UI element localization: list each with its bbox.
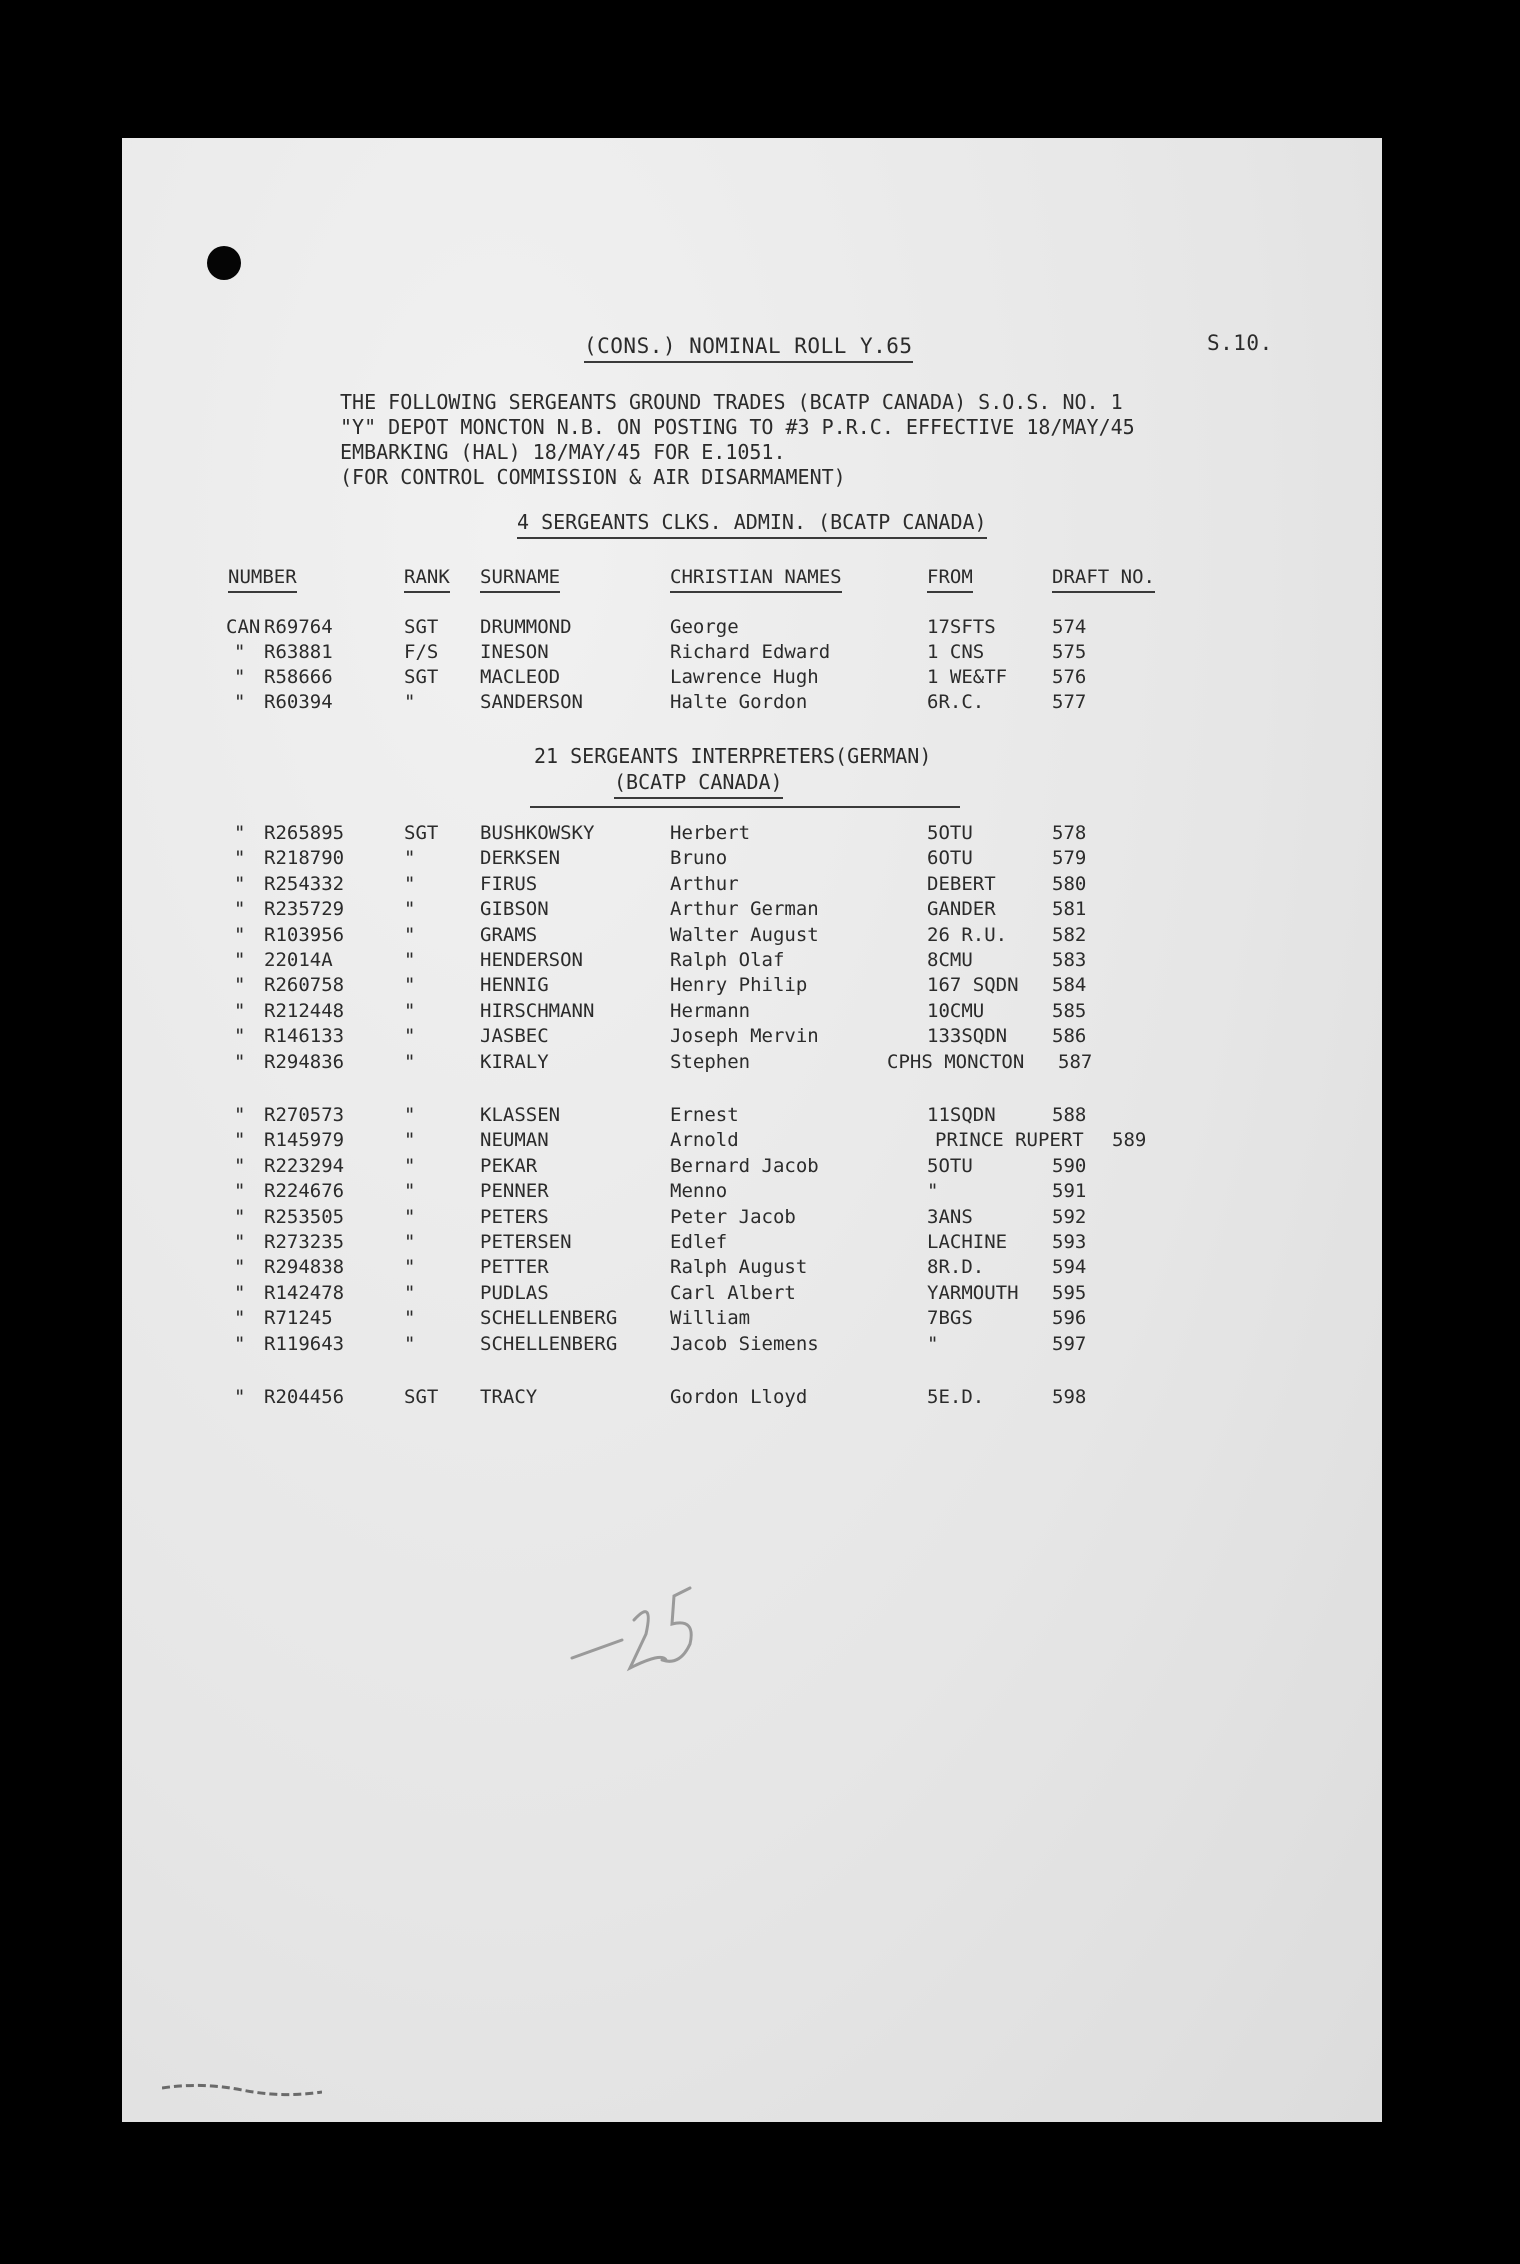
roll-number: R63881 [264,641,333,663]
section-divider [530,806,960,808]
roll-names: Arthur [670,872,739,895]
roll-from: GANDER [927,898,996,921]
roll-from: " [927,1180,939,1203]
roll-surname: MACLEOD [480,666,561,688]
roll-ditto: " [234,923,246,946]
document-page [122,138,1382,2122]
roll-draft: 589 [1112,1129,1147,1152]
roll-surname: SANDERSON [480,691,583,713]
roll-from: 11SQDN [927,1104,996,1126]
roll-draft: 578 [1052,822,1087,844]
roll-from: 7BGS [927,1307,973,1330]
roll-draft: 584 [1052,974,1087,997]
roll-number: R223294 [264,1154,345,1177]
roll-names: Ralph August [670,1256,808,1279]
roll-ditto: " [234,691,246,713]
roll-names: Edlef [670,1231,728,1253]
roll-number: R69764 [264,616,333,638]
column-header-draft-no: DRAFT NO. [1052,566,1155,593]
roll-rank: " [404,1205,416,1228]
roll-surname: DERKSEN [480,847,561,870]
roll-number: R260758 [264,974,345,997]
handwritten-note-text: -25 [562,1548,564,1549]
roll-from: 26 R.U. [927,923,1008,946]
roll-ditto: " [234,1180,246,1203]
intro-line-3: EMBARKING (HAL) 18/MAY/45 FOR E.1051. [340,440,786,464]
roll-draft: 576 [1052,666,1087,688]
column-header-from: FROM [927,566,973,593]
roll-ditto: " [234,898,246,921]
roll-from: 133SQDN [927,1025,1008,1048]
roll-surname: JASBEC [480,1025,549,1048]
roll-names: Ernest [670,1104,739,1126]
roll-surname: NEUMAN [480,1129,549,1152]
roll-draft: 595 [1052,1281,1087,1304]
roll-draft: 596 [1052,1307,1087,1330]
intro-line-1: THE FOLLOWING SERGEANTS GROUND TRADES (BCATP CANADA) S.O.S. NO. 1 [340,390,1123,414]
roll-draft: 585 [1052,999,1087,1022]
roll-surname: PETTER [480,1256,549,1279]
column-header-surname: SURNAME [480,566,560,593]
roll-surname: FIRUS [480,872,538,895]
section-subtitle-interpreters: (BCATP CANADA) [614,770,783,799]
roll-number: R119643 [264,1332,345,1355]
roll-names: Peter Jacob [670,1205,796,1228]
roll-ditto: " [234,872,246,895]
document-title: (CONS.) NOMINAL ROLL Y.65 [584,334,913,363]
roll-number: R145979 [264,1129,345,1152]
roll-draft: 581 [1052,898,1087,921]
roll-number: R254332 [264,872,345,895]
roll-from: 167 SQDN [927,974,1019,997]
roll-surname: SCHELLENBERG [480,1307,618,1330]
roll-ditto: " [234,1104,246,1126]
roll-number: R265895 [264,822,345,844]
roll-number: 22014A [264,949,333,971]
roll-rank: " [404,1025,416,1048]
roll-names: Herbert [670,822,751,844]
roll-names: William [670,1307,751,1330]
roll-number: R60394 [264,691,333,713]
roll-rank: " [404,1104,416,1126]
roll-number: R142478 [264,1281,345,1304]
column-header-rank: RANK [404,566,450,593]
roll-names: Richard Edward [670,641,831,663]
roll-names: Carl Albert [670,1281,796,1304]
roll-from: 1 WE&TF [927,666,1008,688]
roll-rank: " [404,1050,416,1073]
roll-ditto: " [234,1281,246,1304]
column-header-number: NUMBER [228,566,297,593]
roll-draft: 597 [1052,1332,1087,1355]
roll-rank: " [404,691,416,713]
roll-surname: PETERS [480,1205,549,1228]
roll-ditto: " [234,1025,246,1048]
roll-number: R71245 [264,1307,333,1330]
roll-from: 6R.C. [927,691,985,713]
roll-rank: " [404,1129,416,1152]
roll-ditto: " [234,1050,246,1073]
roll-number: R224676 [264,1180,345,1203]
roll-surname: PUDLAS [480,1281,549,1304]
roll-number: R103956 [264,923,345,946]
roll-ditto: " [234,822,246,844]
roll-ditto: " [234,974,246,997]
roll-names: Lawrence Hugh [670,666,819,688]
roll-surname: SCHELLENBERG [480,1332,618,1355]
roll-from: 3ANS [927,1205,973,1228]
roll-names: Jacob Siemens [670,1332,819,1355]
roll-surname: BUSHKOWSKY [480,822,595,844]
roll-from: YARMOUTH [927,1281,1019,1304]
roll-from: LACHINE [927,1231,1008,1253]
roll-ditto: " [234,949,246,971]
roll-number: R146133 [264,1025,345,1048]
roll-draft: 587 [1058,1050,1093,1073]
roll-from: 5OTU [927,822,973,844]
roll-names: Bruno [670,847,728,870]
roll-rank: " [404,872,416,895]
roll-surname: KIRALY [480,1050,549,1073]
roll-from: DEBERT [927,872,996,895]
roll-rank: " [404,1281,416,1304]
roll-ditto: " [234,641,246,663]
roll-number: R294836 [264,1050,345,1073]
roll-rank: SGT [404,616,439,638]
roll-draft: 579 [1052,847,1087,870]
roll-draft: 575 [1052,641,1087,663]
roll-ditto: " [234,1332,246,1355]
roll-rank: " [404,898,416,921]
roll-rank: " [404,1154,416,1177]
roll-names: Menno [670,1180,728,1203]
roll-draft: 588 [1052,1104,1087,1126]
roll-ditto: " [234,999,246,1022]
roll-surname: KLASSEN [480,1104,561,1126]
roll-names: George [670,616,739,638]
roll-ditto: " [234,1154,246,1177]
roll-draft: 592 [1052,1205,1087,1228]
roll-ditto: " [234,1205,246,1228]
roll-ditto: " [234,847,246,870]
roll-from: 10CMU [927,999,985,1022]
roll-number: R270573 [264,1104,345,1126]
roll-surname: HIRSCHMANN [480,999,595,1022]
roll-draft: 594 [1052,1256,1087,1279]
edge-smudge [162,2078,322,2098]
roll-ditto: " [234,1231,246,1253]
roll-number: R212448 [264,999,345,1022]
roll-ditto: " [234,1386,246,1408]
roll-number: R253505 [264,1205,345,1228]
roll-draft: 583 [1052,949,1087,971]
roll-surname: GIBSON [480,898,549,921]
roll-names: Joseph Mervin [670,1025,819,1048]
roll-names: Bernard Jacob [670,1154,819,1177]
intro-line-2: "Y" DEPOT MONCTON N.B. ON POSTING TO #3 P.R.C. EFFECTIVE 18/MAY/45 [340,415,1135,439]
roll-number: R294838 [264,1256,345,1279]
roll-surname: GRAMS [480,923,538,946]
roll-draft: 580 [1052,872,1087,895]
handwritten-mark [562,1548,802,1708]
roll-surname: HENDERSON [480,949,583,971]
roll-draft: 590 [1052,1154,1087,1177]
roll-draft: 593 [1052,1231,1087,1253]
roll-rank: " [404,1231,416,1253]
roll-rank: " [404,1307,416,1330]
roll-names: Arnold [670,1129,739,1152]
roll-draft: 591 [1052,1180,1087,1203]
roll-from: 1 CNS [927,641,985,663]
roll-from: 6OTU [927,847,973,870]
roll-from: 8R.D. [927,1256,985,1279]
roll-draft: 577 [1052,691,1087,713]
roll-from: CPHS MONCTON [887,1050,1025,1073]
roll-surname: INESON [480,641,549,663]
section-title-interpreters: 21 SERGEANTS INTERPRETERS(GERMAN) [534,744,932,768]
roll-names: Halte Gordon [670,691,808,713]
roll-rank: " [404,1332,416,1355]
roll-draft: 598 [1052,1386,1087,1408]
roll-names: Ralph Olaf [670,949,785,971]
roll-rank: SGT [404,1386,439,1408]
intro-line-4: (FOR CONTROL COMMISSION & AIR DISARMAMENT) [340,465,846,489]
roll-ditto: " [234,1129,246,1152]
roll-draft: 582 [1052,923,1087,946]
roll-names: Stephen [670,1050,751,1073]
roll-names: Arthur German [670,898,819,921]
roll-names: Gordon Lloyd [670,1386,808,1408]
roll-surname: PEKAR [480,1154,538,1177]
roll-rank: " [404,847,416,870]
roll-surname: PETERSEN [480,1231,572,1253]
roll-rank: " [404,999,416,1022]
roll-from: 5OTU [927,1154,973,1177]
roll-number: R204456 [264,1386,345,1408]
roll-names: Walter August [670,923,819,946]
roll-surname: HENNIG [480,974,549,997]
roll-draft: 586 [1052,1025,1087,1048]
roll-rank: SGT [404,822,439,844]
roll-surname: PENNER [480,1180,549,1203]
roll-draft: 574 [1052,616,1087,638]
roll-from: 5E.D. [927,1386,985,1408]
roll-ditto: " [234,666,246,688]
roll-number: R218790 [264,847,345,870]
roll-ditto: CAN [226,616,261,638]
roll-number: R58666 [264,666,333,688]
roll-from: PRINCE RUPERT [935,1129,1084,1152]
roll-number: R273235 [264,1231,345,1253]
roll-from: " [927,1332,939,1355]
roll-rank: " [404,974,416,997]
column-header-christian-names: CHRISTIAN NAMES [670,566,842,593]
roll-rank: " [404,1180,416,1203]
roll-surname: DRUMMOND [480,616,572,638]
roll-names: Henry Philip [670,974,808,997]
roll-rank: " [404,949,416,971]
roll-rank: " [404,923,416,946]
punch-hole [207,246,241,280]
section-title-clerks: 4 SERGEANTS CLKS. ADMIN. (BCATP CANADA) [517,510,987,539]
roll-ditto: " [234,1307,246,1330]
roll-number: R235729 [264,898,345,921]
roll-names: Hermann [670,999,751,1022]
roll-rank: " [404,1256,416,1279]
roll-surname: TRACY [480,1386,538,1408]
roll-rank: SGT [404,666,439,688]
roll-rank: F/S [404,641,439,663]
page-reference: S.10. [1207,331,1273,355]
roll-ditto: " [234,1256,246,1279]
roll-from: 8CMU [927,949,973,971]
roll-from: 17SFTS [927,616,996,638]
